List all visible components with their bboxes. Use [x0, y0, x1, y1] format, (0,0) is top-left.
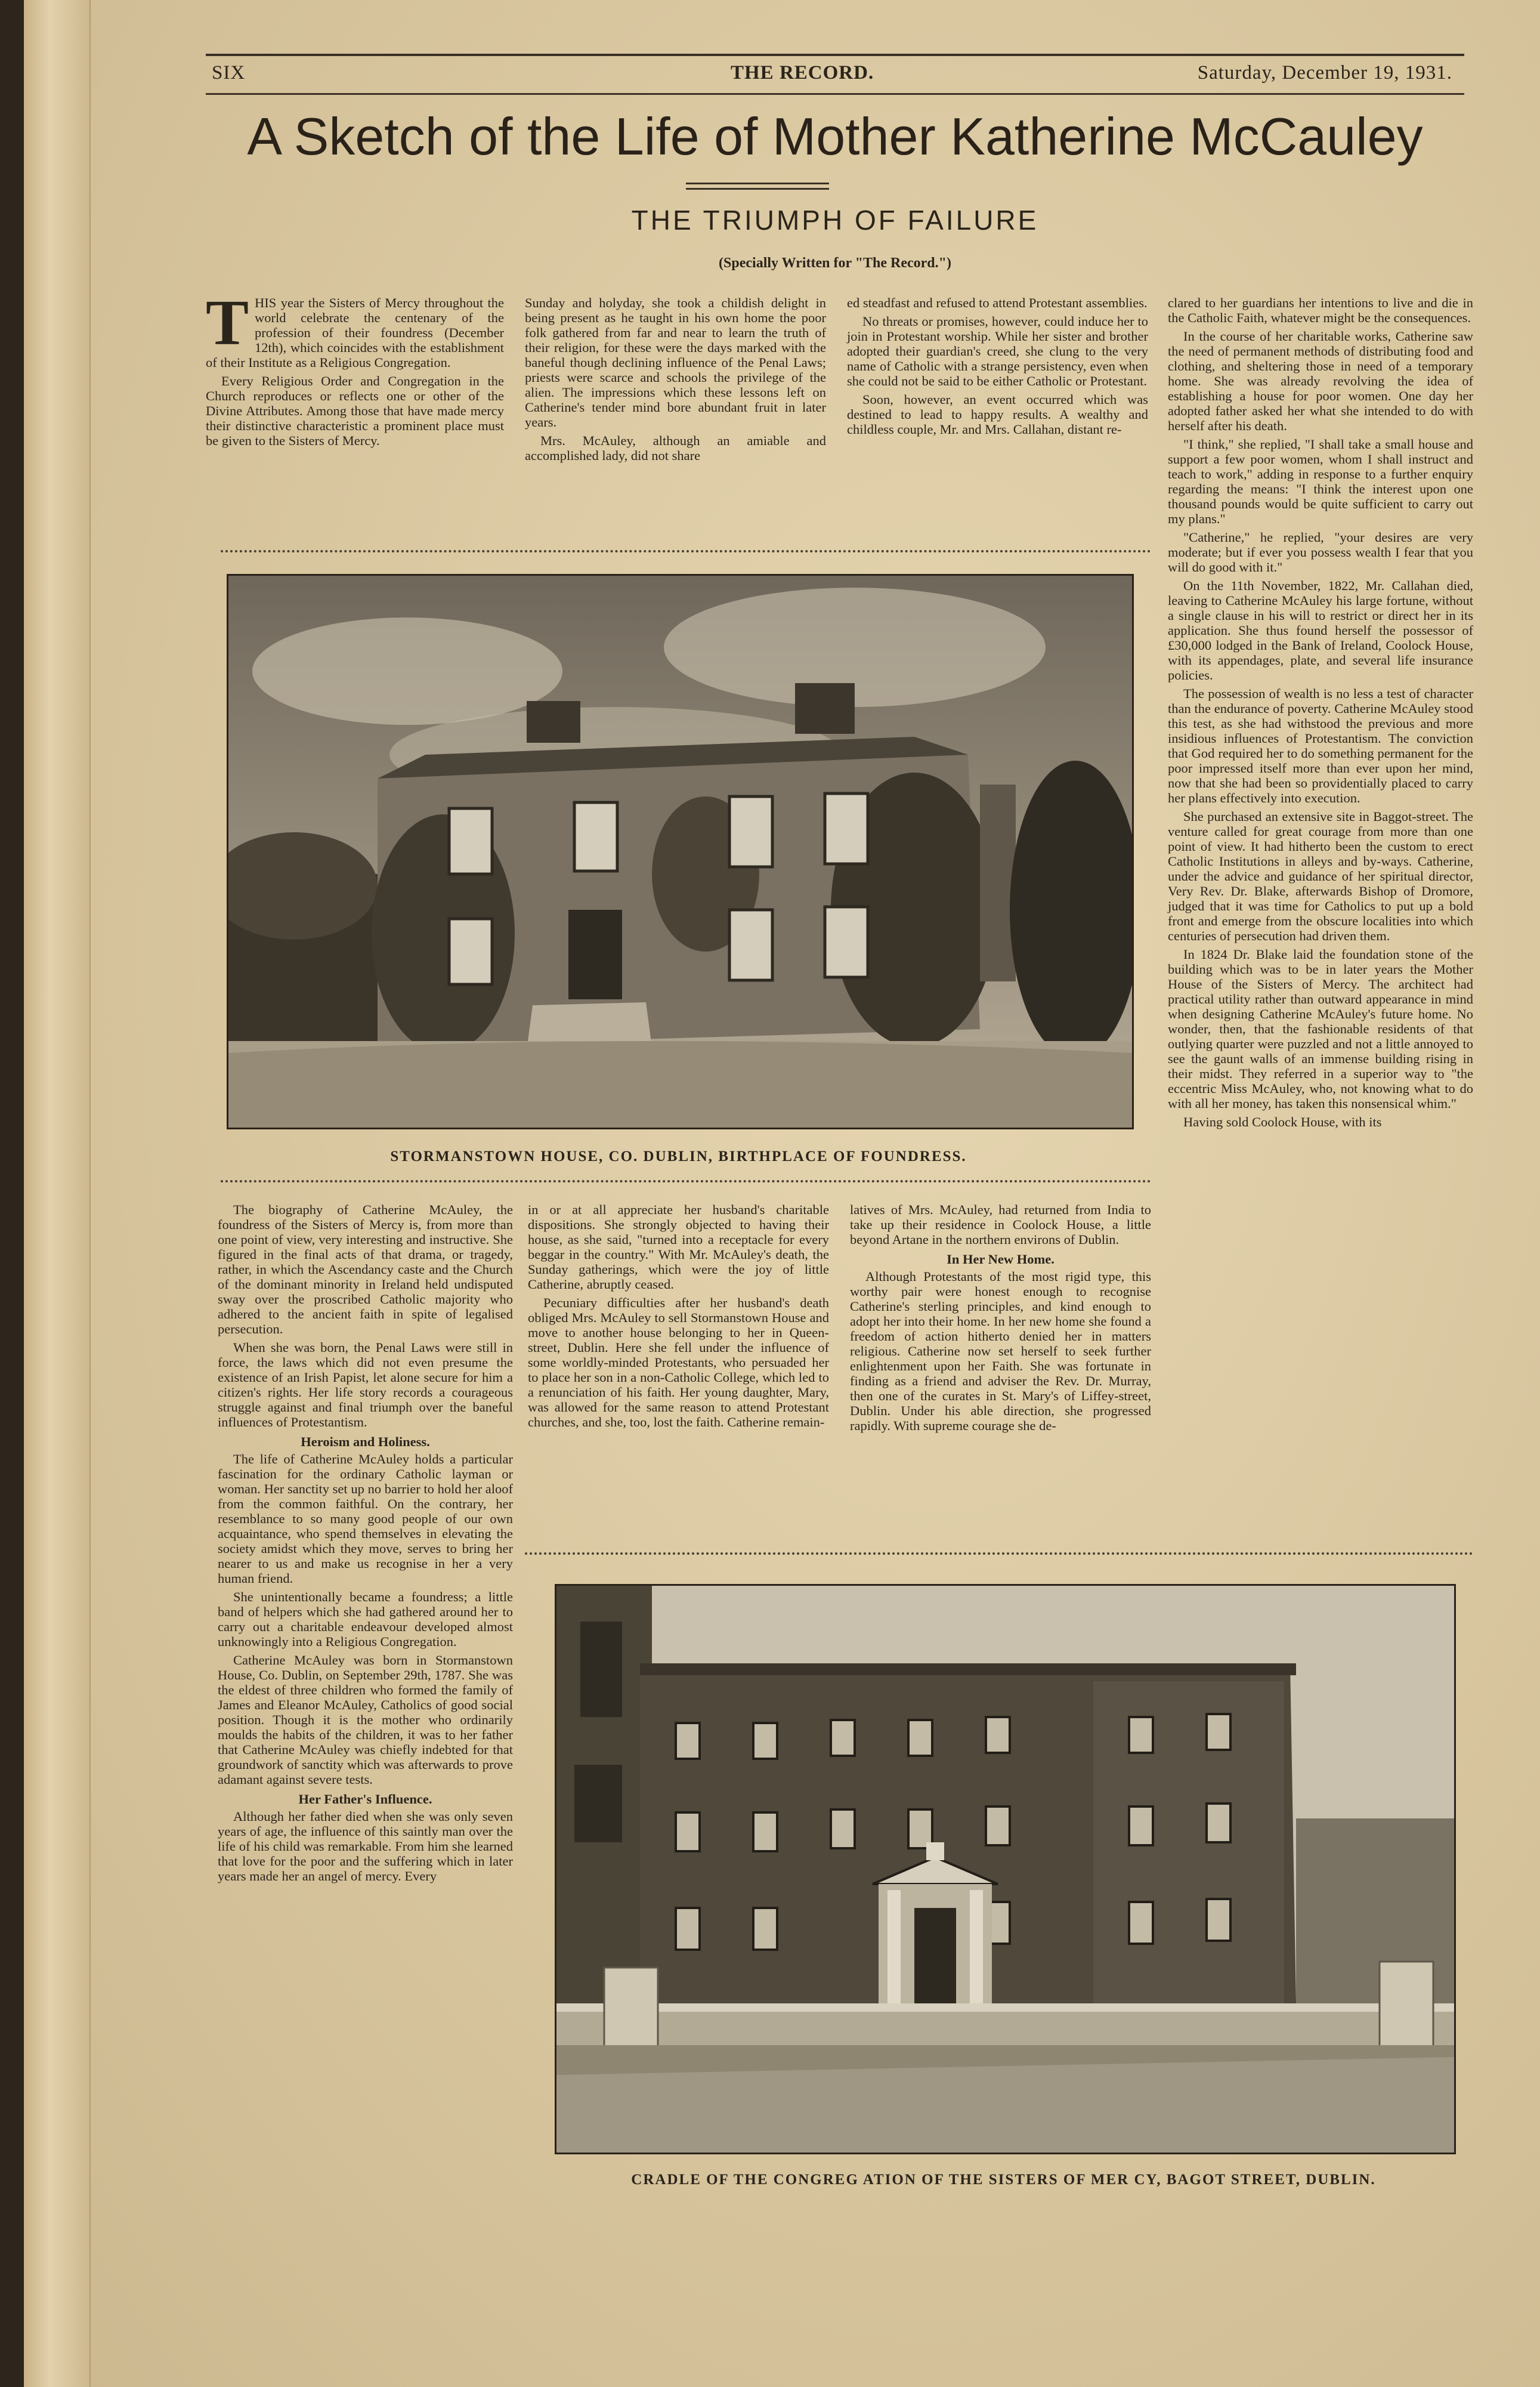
middle-column-1	[218, 1202, 513, 2216]
top-column-1	[206, 288, 504, 546]
paragraph: "I think," she replied, "I shall take a small house and support a few poor women, whom I shall instruct and teach to work," adding in response to a further enquiry regarding the means: "I think the interest upon one thousand pounds would be quite sufficient to carry out my plans."	[1168, 437, 1473, 526]
paragraph: In 1824 Dr. Blake laid the foundation stone of the building which was to be in later years the Mother House of the Sisters of Mercy. The architect had practical utility rather than outward appearance in mind when designing Catherine McAuley's future home. No wonder, then, that the fashionable residents of that outlying quarter were puzzled and not a little annoyed to see the gaunt walls of an immense building rising in their midst. They referred in a superior way to "the eccentric Miss McAuley, who, not knowing what to do with all her money, has taken this nonsensical whim."	[1168, 947, 1473, 1111]
right-column	[1168, 295, 1473, 1536]
column-divider	[525, 1552, 1473, 1558]
photo-caption: STORMANSTOWN HOUSE, CO. DUBLIN, BIRTHPLACE OF FOUNDRESS.	[390, 1148, 967, 1165]
byline: (Specially Written for "The Record.")	[719, 255, 951, 271]
paragraph: clared to her guardians her intentions to live and die in the Catholic Faith, whatever might be the consequences.	[1168, 295, 1473, 325]
paragraph: latives of Mrs. McAuley, had returned from India to take up their residence in Coolock House, a little beyond Artane in the northern environs of Dublin.	[850, 1202, 1151, 1247]
paragraph: She purchased an extensive site in Baggot-street. The venture called for great courage from more than one point of view. It had hitherto been the custom to erect Catholic Institutions in alleys and by-ways. Catherine, under the advice and guidance of her spiritual director, Very Rev. Dr. Blake, afterwards Bishop of Dromore, judged that it was time for Catholics to put up a bold front and emerge from the obscure localities into which centuries of persecution had driven them.	[1168, 809, 1473, 943]
publication-name: THE RECORD.	[731, 62, 874, 84]
paragraph: Although her father died when she was only seven years of age, the influence of this saintly man over the life of his child was remarkable. From him she learned that love for the poor and the suffering which in later years made her an angel of mercy. Every	[218, 1809, 513, 1883]
paragraph: in or at all appreciate her husband's charitable dispositions. She strongly objected to having their house, as she said, "turned into a receptacle for every beggar in the country." With Mr. McAuley's death, the Sunday gatherings, which were the joy of little Catherine, abruptly ceased.	[528, 1202, 829, 1292]
middle-column-2	[528, 1202, 829, 1542]
paragraph: On the 11th November, 1822, Mr. Callahan died, leaving to Catherine McAuley his large fortune, without a single clause in his will to restrict or direct her in its application. She thus found herself the possessor of £30,000 lodged in the Bank of Ireland, Coolock House, with its appendages, plate, and several life insurance policies.	[1168, 578, 1473, 683]
paragraph: In the course of her charitable works, Catherine saw the need of permanent methods of distributing food and clothing, and sheltering those in need of a temporary home. She was already revolving the idea of establishing a house for poor women. One day her adopted father asked her what she intended to do with herself after his death.	[1168, 329, 1473, 433]
paragraph: The biography of Catherine McAuley, the foundress of the Sisters of Mercy is, from more than one point of view, very interesting and instructive. She figured in the final acts of that drama, or tragedy, rather, in which the Ascendancy caste and the Church of the dominant minority in Ireland held undisputed sway over the proscribed Catholic majority who adhered to the ancient faith in spite of legalised persecution.	[218, 1202, 513, 1336]
issue-date: Saturday, December 19, 1931.	[1197, 62, 1452, 84]
photo-caption: CRADLE OF THE CONGREG ATION OF THE SISTERS OF MER CY, BAGOT STREET, DUBLIN.	[631, 2172, 1376, 2188]
section-heading: In Her New Home.	[947, 1252, 1055, 1267]
headline: A Sketch of the Life of Mother Katherine McCauley	[247, 107, 1423, 166]
stormanstown-house-photo	[227, 574, 1134, 1129]
paragraph: ed steadfast and refused to attend Protestant assemblies.	[847, 295, 1148, 310]
paragraph: No threats or promises, however, could induce her to join in Protestant worship. While her sister and brother adopted their guardian's creed, she clung to the very name of Catholic with a strange persistency, even when she could not be said to be either Catholic or Protestant.	[847, 314, 1148, 388]
page-header	[206, 54, 1464, 95]
page-number: SIX	[212, 62, 246, 84]
opening-paragraph: THIS year the Sisters of Mercy throughout the world celebrate the centenary of the profession of their foundress (December 12th), which coincides with the establishment of their Institute as a Religious Congregation.	[206, 288, 504, 370]
paragraph: When she was born, the Penal Laws were still in force, the laws which did not even presume the existence of an Irish Papist, let alone secure for him a citizen's rights. Her life story records a courageous struggle against and final triumph over the baneful influences of Protestantism.	[218, 1340, 513, 1429]
top-column-2	[525, 295, 826, 546]
column-divider	[221, 550, 1151, 556]
section-heading: Heroism and Holiness.	[301, 1434, 430, 1449]
page-edge	[24, 0, 91, 2387]
paragraph: "Catherine," he replied, "your desires are very moderate; but if ever you possess wealth I fear that you will do good with it."	[1168, 530, 1473, 575]
paragraph: Every Religious Order and Congregation in the Church reproduces or reflects one or other of the Divine Attributes. Among those that have made mercy their distinctive characteristic a prominent place must be given to the Sisters of Mercy.	[206, 373, 504, 448]
paragraph: Sunday and holyday, she took a childish delight in being present as he taught in his own home the poor folk gathered from far and near to learn the truth of their religion, for these were the days marked with the baneful though declining influence of the Penal Laws; priests were scarce and schools the privilege of the alien. The impressions which these lessons left on Catherine's tender mind bore abundant fruit in later years.	[525, 295, 826, 430]
middle-column-3	[850, 1202, 1151, 1542]
book-binding	[0, 0, 24, 2387]
paragraph: Pecuniary difficulties after her husband's death obliged Mrs. McAuley to sell Stormanstown House and move to another house belonging to her in Queen-street, Dublin. Here she fell under the influence of some worldly-minded Protestants, who persuaded her to place her son in a non-Catholic College, which led to a renunciation of his faith. Her young daughter, Mary, was allowed for the same reason to attend Protestant churches, and she, too, lost the faith. Catherine remain-	[528, 1295, 829, 1429]
paragraph: Soon, however, an event occurred which was destined to lead to happy results. A wealthy and childless couple, Mr. and Mrs. Callahan, distant re-	[847, 392, 1148, 437]
paragraph: Although Protestants of the most rigid type, this worthy pair were honest enough to recognise Catherine's sterling principles, and kind enough to adopt her into their home. In her new home she found a freedom of action hitherto denied her in matters religious. Catherine now set herself to seek further enlightenment upon her Faith. She was fortunate in finding as a friend and adviser the Rev. Dr. Murray, then one of the curates in St. Mary's of Liffey-street, Dublin. Under his able direction, she progressed rapidly. With supreme courage she de-	[850, 1269, 1151, 1433]
paragraph: The life of Catherine McAuley holds a particular fascination for the ordinary Catholic layman or woman. Her sanctity set up no barrier to hold her aloof from the common faithful. On the contrary, her resemblance to so many good people of our own acquaintance, who spend themselves in elevating the society amidst which they move, serves to bring her nearer to us and make us recognise in her a very human friend.	[218, 1452, 513, 1586]
paragraph: She unintentionally became a foundress; a little band of helpers which she had gathered around her to carry out a charitable endeavour developed almost unknowingly into a Religious Congregation.	[218, 1589, 513, 1649]
paragraph: Having sold Coolock House, with its	[1183, 1114, 1382, 1129]
bagot-street-convent-photo	[555, 1584, 1456, 2154]
subheadline: THE TRIUMPH OF FAILURE	[631, 205, 1039, 236]
paragraph: The possession of wealth is no less a test of character than the endurance of poverty. Catherine McAuley stood this test, as she had withstood the previous and more insidious influences of Protestantism. The conviction that God required her to do something permanent for the poor impressed itself more than ever upon her mind, now that she had been so providentially placed to carry her plans effectively into execution.	[1168, 686, 1473, 805]
top-column-3	[847, 295, 1148, 546]
title-rule	[686, 183, 829, 190]
paragraph: Mrs. McAuley, although an amiable and accomplished lady, did not share	[525, 433, 826, 463]
section-heading: Her Father's Influence.	[298, 1792, 432, 1807]
paragraph: Catherine McAuley was born in Stormanstown House, Co. Dublin, on September 29th, 1787. She was the eldest of three children who formed the family of James and Eleanor McAuley, Catholics of good social position. Though it is the mother who ordinarily moulds the habits of the children, it was to her father that Catherine McAuley was chiefly indebted for that groundwork of sanctity which was afterwards to prove adamant against severe tests.	[218, 1653, 513, 1787]
drop-cap: T	[206, 288, 249, 359]
column-divider	[221, 1180, 1151, 1186]
